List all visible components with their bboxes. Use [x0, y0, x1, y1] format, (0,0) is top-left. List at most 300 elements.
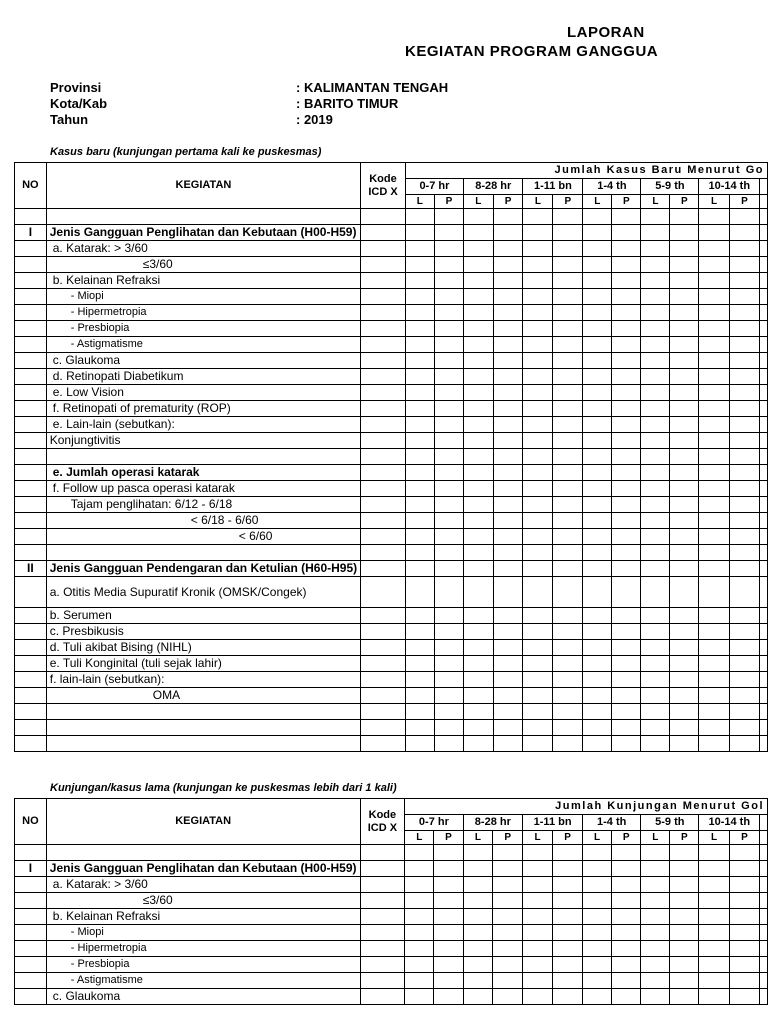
- count-cell: [699, 736, 729, 752]
- count-cell: [583, 289, 612, 305]
- count-cell: [612, 305, 641, 321]
- kode-cell: [361, 736, 406, 752]
- count-cell: [612, 545, 641, 561]
- count-cell: [670, 688, 699, 704]
- count-cell: [699, 353, 729, 369]
- kode-cell: [360, 877, 405, 893]
- count-cell: [583, 608, 612, 624]
- kegiatan-cell: [46, 545, 360, 561]
- meta-value-tahun: : 2019: [296, 112, 333, 127]
- count-cell: [699, 257, 729, 273]
- count-cell: [523, 608, 553, 624]
- count-cell: [523, 941, 553, 957]
- count-cell: [699, 369, 729, 385]
- count-cell: [523, 656, 553, 672]
- count-cell: [464, 401, 494, 417]
- row-number: [15, 893, 47, 909]
- count-cell: [553, 973, 583, 989]
- count-cell: [434, 497, 463, 513]
- count-cell: [434, 481, 463, 497]
- row-number: I: [15, 225, 47, 241]
- count-cell: [493, 845, 523, 861]
- count-cell: [729, 289, 759, 305]
- table-row: [15, 529, 768, 545]
- count-cell: [641, 513, 670, 529]
- table-row: [15, 704, 768, 720]
- table-row: [15, 909, 768, 925]
- count-cell: [464, 449, 494, 465]
- count-cell: [583, 241, 612, 257]
- count-cell: [699, 209, 729, 225]
- count-cell: [434, 577, 463, 608]
- count-cell: [523, 529, 553, 545]
- count-cell: [729, 225, 759, 241]
- edge-cell: [760, 736, 768, 752]
- count-cell: [553, 704, 583, 720]
- count-cell: [583, 893, 612, 909]
- kegiatan-cell: - Hipermetropia: [46, 941, 360, 957]
- edge-cell: [760, 545, 768, 561]
- count-cell: [729, 688, 759, 704]
- kegiatan-cell: a. Katarak: > 3/60: [46, 877, 360, 893]
- count-cell: [463, 845, 493, 861]
- count-cell: [553, 736, 583, 752]
- count-cell: [670, 608, 699, 624]
- count-cell: [523, 688, 553, 704]
- kegiatan-cell: - Hipermetropia: [46, 305, 360, 321]
- count-cell: [729, 529, 759, 545]
- count-cell: [641, 577, 670, 608]
- age-group-header: 0-7 hr: [405, 179, 463, 195]
- table-row: [15, 481, 768, 497]
- table-row: [15, 608, 768, 624]
- kegiatan-cell: b. Kelainan Refraksi: [46, 909, 360, 925]
- count-cell: [612, 736, 641, 752]
- count-cell: [405, 305, 434, 321]
- edge-cell: [760, 433, 768, 449]
- count-cell: [612, 433, 641, 449]
- count-cell: [434, 513, 463, 529]
- kode-label: Kode: [368, 808, 397, 821]
- count-cell: [612, 337, 641, 353]
- count-cell: [523, 401, 553, 417]
- count-cell: [641, 688, 670, 704]
- count-cell: [729, 861, 759, 877]
- count-cell: [612, 209, 641, 225]
- count-cell: [523, 417, 553, 433]
- sex-header-l: L: [464, 195, 494, 209]
- count-cell: [553, 893, 583, 909]
- count-cell: [612, 672, 641, 688]
- count-cell: [464, 369, 494, 385]
- count-cell: [523, 672, 553, 688]
- count-cell: [523, 640, 553, 656]
- count-cell: [463, 877, 493, 893]
- sex-header-l: L: [583, 195, 612, 209]
- count-cell: [464, 241, 494, 257]
- kegiatan-cell: - Presbiopia: [46, 321, 360, 337]
- count-cell: [670, 577, 699, 608]
- table-row: [15, 720, 768, 736]
- count-cell: [405, 672, 434, 688]
- count-cell: [612, 561, 641, 577]
- count-cell: [493, 925, 523, 941]
- edge-cell: [760, 497, 768, 513]
- count-cell: [699, 720, 729, 736]
- age-group-header: 1-11 bn: [523, 815, 583, 831]
- count-cell: [612, 656, 641, 672]
- count-cell: [523, 561, 553, 577]
- count-cell: [553, 845, 583, 861]
- count-cell: [405, 449, 434, 465]
- count-cell: [493, 449, 523, 465]
- count-cell: [434, 845, 463, 861]
- count-cell: [699, 957, 729, 973]
- count-cell: [405, 909, 434, 925]
- count-cell: [612, 909, 641, 925]
- count-cell: [583, 672, 612, 688]
- count-cell: [641, 321, 670, 337]
- edge-cell: [760, 845, 768, 861]
- count-cell: [729, 513, 759, 529]
- count-cell: [493, 273, 523, 289]
- count-cell: [493, 720, 523, 736]
- count-cell: [583, 465, 612, 481]
- count-cell: [729, 957, 759, 973]
- count-cell: [493, 545, 523, 561]
- count-cell: [583, 385, 612, 401]
- count-cell: [523, 877, 553, 893]
- count-cell: [699, 481, 729, 497]
- count-cell: [699, 925, 729, 941]
- count-cell: [464, 608, 494, 624]
- count-cell: [553, 497, 583, 513]
- count-cell: [553, 925, 583, 941]
- count-cell: [670, 720, 699, 736]
- count-cell: [612, 529, 641, 545]
- row-number: [15, 289, 47, 305]
- count-cell: [405, 241, 434, 257]
- count-cell: [612, 688, 641, 704]
- kegiatan-cell: - Miopi: [46, 925, 360, 941]
- table-row: [15, 289, 768, 305]
- count-cell: [553, 257, 583, 273]
- count-cell: [641, 353, 670, 369]
- table-row: [15, 877, 768, 893]
- kode-cell: [361, 688, 406, 704]
- count-cell: [434, 672, 463, 688]
- sex-header-p: P: [553, 195, 583, 209]
- count-cell: [612, 449, 641, 465]
- count-cell: [493, 353, 523, 369]
- count-cell: [641, 624, 670, 640]
- count-cell: [434, 909, 463, 925]
- count-cell: [405, 257, 434, 273]
- count-cell: [729, 433, 759, 449]
- row-number: [15, 273, 47, 289]
- edge-cell: [760, 225, 768, 241]
- count-cell: [641, 241, 670, 257]
- count-cell: [464, 209, 494, 225]
- count-cell: [405, 337, 434, 353]
- count-cell: [729, 941, 759, 957]
- count-cell: [641, 449, 670, 465]
- count-cell: [434, 289, 463, 305]
- kode-cell: [360, 973, 405, 989]
- count-cell: [553, 513, 583, 529]
- sex-header-l: L: [405, 831, 434, 845]
- count-cell: [583, 640, 612, 656]
- count-cell: [553, 688, 583, 704]
- edge-cell: [760, 877, 768, 893]
- table-row: [15, 925, 768, 941]
- count-cell: [612, 289, 641, 305]
- count-cell: [583, 401, 612, 417]
- row-number: [15, 877, 47, 893]
- count-cell: [670, 417, 699, 433]
- count-cell: [553, 608, 583, 624]
- table-row: [15, 305, 768, 321]
- count-cell: [670, 449, 699, 465]
- count-cell: [523, 369, 553, 385]
- row-number: [15, 704, 47, 720]
- kegiatan-cell: d. Tuli akibat Bising (NIHL): [46, 640, 360, 656]
- edge-cell: [760, 273, 768, 289]
- count-cell: [405, 608, 434, 624]
- row-number: [15, 845, 47, 861]
- col-kegiatan-header: KEGIATAN: [46, 799, 360, 845]
- edge-cell: [760, 417, 768, 433]
- count-cell: [729, 449, 759, 465]
- count-cell: [405, 624, 434, 640]
- count-cell: [493, 736, 523, 752]
- count-cell: [641, 608, 670, 624]
- count-cell: [553, 957, 583, 973]
- count-cell: [405, 417, 434, 433]
- count-cell: [583, 704, 612, 720]
- count-cell: [641, 941, 670, 957]
- count-cell: [729, 704, 759, 720]
- kode-cell: [361, 289, 406, 305]
- kegiatan-cell: [46, 736, 360, 752]
- row-number: [15, 608, 47, 624]
- count-cell: [523, 433, 553, 449]
- count-cell: [729, 893, 759, 909]
- count-cell: [463, 909, 493, 925]
- count-cell: [463, 925, 493, 941]
- table-row: [15, 640, 768, 656]
- header-row: [15, 163, 768, 179]
- count-cell: [583, 545, 612, 561]
- kode-cell: [361, 577, 406, 608]
- table-row: [15, 401, 768, 417]
- count-cell: [670, 321, 699, 337]
- kode-cell: [360, 893, 405, 909]
- kegiatan-cell: e. Lain-lain (sebutkan):: [46, 417, 360, 433]
- count-cell: [670, 257, 699, 273]
- table-row: [15, 656, 768, 672]
- count-cell: [553, 401, 583, 417]
- count-cell: [670, 861, 699, 877]
- sex-header-p: P: [729, 831, 759, 845]
- count-cell: [583, 909, 612, 925]
- count-cell: [612, 877, 641, 893]
- kegiatan-cell: a. Otitis Media Supuratif Kronik (OMSK/Congek): [46, 577, 360, 608]
- kode-cell: [360, 925, 405, 941]
- kegiatan-cell: e. Jumlah operasi katarak: [46, 465, 360, 481]
- count-cell: [729, 624, 759, 640]
- count-cell: [641, 561, 670, 577]
- count-cell: [553, 273, 583, 289]
- kode-cell: [360, 845, 405, 861]
- count-cell: [612, 353, 641, 369]
- count-cell: [493, 608, 523, 624]
- count-cell: [583, 481, 612, 497]
- count-cell: [670, 957, 699, 973]
- age-group-header: 8-28 hr: [464, 179, 523, 195]
- count-cell: [612, 257, 641, 273]
- count-cell: [729, 401, 759, 417]
- count-cell: [493, 640, 523, 656]
- edge-cell: [760, 513, 768, 529]
- kode-cell: [360, 861, 405, 877]
- count-cell: [523, 909, 553, 925]
- row-number: [15, 640, 47, 656]
- table-row: [15, 417, 768, 433]
- edge-cell: [760, 973, 768, 989]
- count-cell: [553, 877, 583, 893]
- count-cell: [523, 957, 553, 973]
- edge-cell: [760, 688, 768, 704]
- kode-cell: [360, 909, 405, 925]
- edge-cell: [760, 672, 768, 688]
- count-cell: [405, 321, 434, 337]
- edge-cell: [760, 640, 768, 656]
- count-cell: [405, 561, 434, 577]
- count-cell: [405, 893, 434, 909]
- count-cell: [641, 989, 670, 1005]
- sex-header-l: L: [405, 195, 434, 209]
- count-cell: [670, 305, 699, 321]
- count-cell: [464, 385, 494, 401]
- sex-header-p: P: [434, 195, 463, 209]
- count-cell: [493, 893, 523, 909]
- count-cell: [729, 273, 759, 289]
- count-cell: [641, 545, 670, 561]
- count-cell: [523, 225, 553, 241]
- count-cell: [699, 449, 729, 465]
- row-number: [15, 925, 47, 941]
- count-cell: [612, 385, 641, 401]
- count-cell: [463, 957, 493, 973]
- count-cell: [464, 672, 494, 688]
- edge-cell: [760, 909, 768, 925]
- kode-cell: [361, 672, 406, 688]
- count-cell: [729, 561, 759, 577]
- count-cell: [553, 289, 583, 305]
- count-cell: [583, 736, 612, 752]
- count-cell: [612, 513, 641, 529]
- age-group-header: 5-9 th: [641, 815, 699, 831]
- table-row: [15, 545, 768, 561]
- sex-header-l: L: [641, 195, 670, 209]
- count-cell: [553, 209, 583, 225]
- count-cell: [612, 704, 641, 720]
- count-cell: [493, 941, 523, 957]
- count-cell: [523, 353, 553, 369]
- count-cell: [405, 720, 434, 736]
- table-row: [15, 688, 768, 704]
- count-cell: [493, 529, 523, 545]
- count-cell: [405, 289, 434, 305]
- kegiatan-cell: Jenis Gangguan Penglihatan dan Kebutaan (H00-H59): [46, 225, 360, 241]
- count-cell: [699, 624, 729, 640]
- row-number: [15, 529, 47, 545]
- count-cell: [434, 861, 463, 877]
- edge-cell: [760, 608, 768, 624]
- table-row: [15, 257, 768, 273]
- table-row: [15, 624, 768, 640]
- count-cell: [641, 909, 670, 925]
- row-number: [15, 941, 47, 957]
- count-cell: [405, 529, 434, 545]
- count-cell: [464, 289, 494, 305]
- count-cell: [434, 989, 463, 1005]
- table-row: [15, 561, 768, 577]
- count-cell: [523, 241, 553, 257]
- count-cell: [523, 925, 553, 941]
- row-number: [15, 241, 47, 257]
- kegiatan-cell: - Astigmatisme: [46, 337, 360, 353]
- edge-cell: [760, 656, 768, 672]
- header-row: [15, 799, 768, 815]
- count-cell: [434, 941, 463, 957]
- sex-header-l: L: [699, 195, 729, 209]
- count-cell: [493, 704, 523, 720]
- count-cell: [493, 257, 523, 273]
- count-cell: [523, 337, 553, 353]
- count-cell: [434, 353, 463, 369]
- count-cell: [699, 845, 729, 861]
- count-cell: [612, 893, 641, 909]
- count-cell: [405, 957, 434, 973]
- count-cell: [583, 433, 612, 449]
- sex-header-l: L: [583, 831, 612, 845]
- count-cell: [670, 289, 699, 305]
- count-cell: [405, 941, 434, 957]
- kegiatan-cell: e. Tuli Konginital (tuli sejak lahir): [46, 656, 360, 672]
- count-cell: [553, 577, 583, 608]
- count-cell: [553, 672, 583, 688]
- count-cell: [493, 289, 523, 305]
- count-cell: [729, 736, 759, 752]
- count-cell: [670, 624, 699, 640]
- kode-cell: [361, 656, 406, 672]
- count-cell: [553, 305, 583, 321]
- sex-header-l: L: [641, 831, 670, 845]
- kegiatan-cell: f. lain-lain (sebutkan):: [46, 672, 360, 688]
- kegiatan-cell: Konjungtivitis: [46, 433, 360, 449]
- count-cell: [729, 257, 759, 273]
- count-cell: [464, 577, 494, 608]
- row-number: [15, 545, 47, 561]
- count-cell: [434, 925, 463, 941]
- count-cell: [493, 385, 523, 401]
- count-cell: [699, 417, 729, 433]
- count-cell: [434, 688, 463, 704]
- count-cell: [434, 449, 463, 465]
- age-group-header: 1-4 th: [583, 179, 641, 195]
